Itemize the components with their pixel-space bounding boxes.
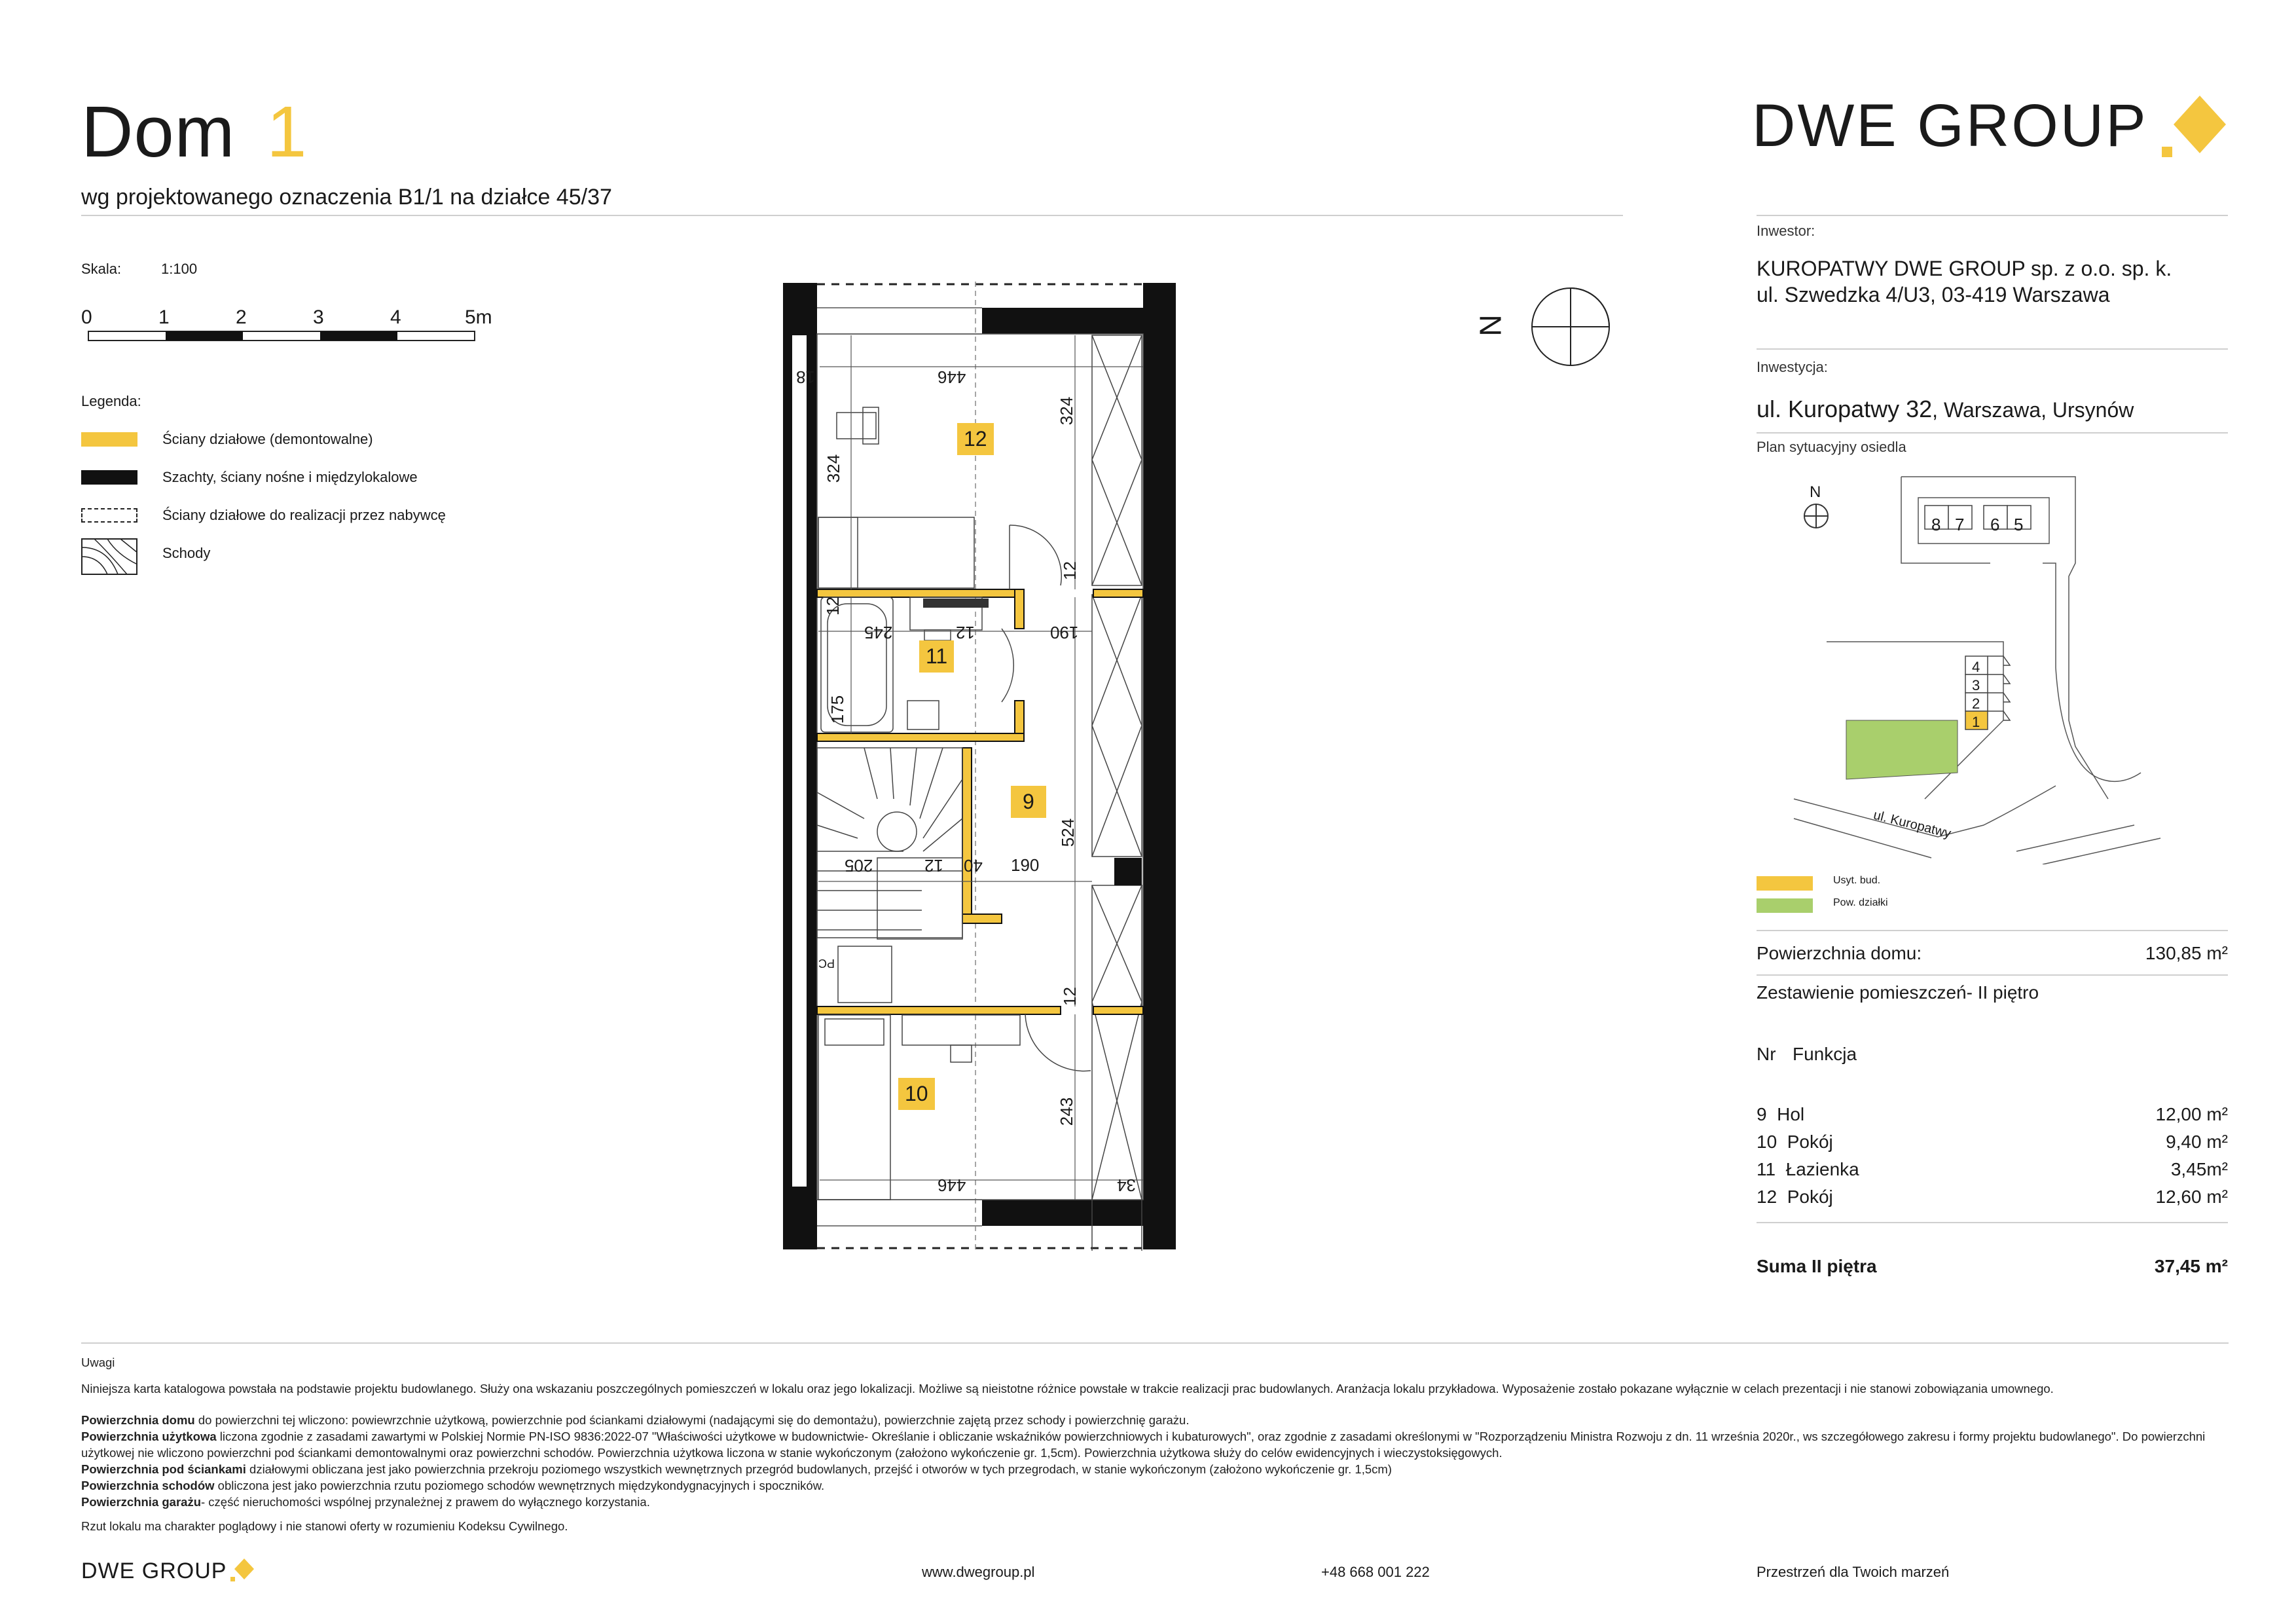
dimension-label: 175 bbox=[828, 695, 848, 724]
scale-tick: 0 bbox=[81, 306, 92, 328]
note-text: - część nieruchomości wspólnej przynależnej z prawem do wyłącznego korzystania. bbox=[201, 1495, 650, 1509]
dimension-label: 12 bbox=[822, 597, 843, 616]
stairs-icon bbox=[81, 538, 137, 575]
area-label: Powierzchnia domu: bbox=[1757, 943, 1922, 963]
room-area: 12,60 m² bbox=[2155, 1187, 2228, 1207]
col-function: Funkcja bbox=[1793, 1044, 1857, 1064]
note-paragraph bbox=[81, 1412, 2215, 1428]
area-value: 130,85 m² bbox=[2145, 943, 2228, 963]
legend-label: Ściany działowe do realizacji przez nabywcę bbox=[162, 507, 446, 523]
title-text: Dom bbox=[81, 92, 236, 172]
note-paragraph bbox=[81, 1461, 2215, 1477]
legend-label: Ściany działowe (demontowalne) bbox=[162, 431, 373, 447]
dimension-label: 190 bbox=[1011, 855, 1040, 875]
dimension-label: 524 bbox=[1058, 818, 1078, 847]
legend-swatch-dashed bbox=[81, 508, 137, 523]
dimension-label: 190 bbox=[1050, 623, 1079, 642]
right-divider bbox=[1757, 215, 2228, 216]
room-nr: 9 bbox=[1757, 1104, 1767, 1124]
room-label-10: 10 bbox=[898, 1078, 935, 1110]
scale-tick: 5m bbox=[465, 306, 492, 328]
right-divider bbox=[1757, 974, 2228, 976]
site-plan-label: Plan sytuacyjny osiedla bbox=[1757, 439, 1906, 455]
room-row bbox=[1757, 1132, 1833, 1153]
pc-label: PC bbox=[818, 957, 835, 970]
note-text: działowymi obliczana jest jako powierzchnia przekroju poziomego wszystkich wewnętrznych przegród budowlanych, przejść i otworów w tych przegrodach, w stanie wykończonym (założono wykończenie gr. 1,5cm) bbox=[246, 1462, 1392, 1476]
footer-slogan: Przestrzeń dla Twoich marzeń bbox=[1757, 1564, 1950, 1580]
site-house-label: 3 bbox=[1972, 677, 1980, 693]
scale-tick: 4 bbox=[390, 306, 401, 328]
note-term: Powierzchnia schodów bbox=[81, 1479, 215, 1492]
right-divider bbox=[1757, 1222, 2228, 1223]
scale-value: 1:100 bbox=[161, 261, 198, 277]
legend-swatch-yellow bbox=[81, 432, 137, 447]
scale-label: Skala: bbox=[81, 261, 122, 277]
room-row bbox=[1757, 1104, 1804, 1125]
dimension-label: 446 bbox=[938, 367, 966, 387]
legend-title: Legenda: bbox=[81, 393, 141, 409]
dimension-label: 40 bbox=[964, 856, 983, 876]
right-divider bbox=[1757, 432, 2228, 434]
dimension-label: 446 bbox=[938, 1175, 966, 1195]
site-house-label: 6 bbox=[1990, 515, 2000, 534]
dimension-label: 12 bbox=[924, 856, 943, 876]
right-divider bbox=[1757, 930, 2228, 931]
dimension-label: 205 bbox=[845, 856, 873, 876]
site-legend-swatch-building bbox=[1757, 876, 1813, 891]
scale-tick: 2 bbox=[236, 306, 247, 328]
site-house-label: 1 bbox=[1972, 714, 1980, 730]
room-name: Hol bbox=[1777, 1104, 1805, 1124]
legend-swatch-black bbox=[81, 470, 137, 485]
dimension-label: 12 bbox=[1059, 561, 1080, 580]
room-label-11: 11 bbox=[919, 640, 954, 673]
rooms-title: Zestawienie pomieszczeń- II piętro bbox=[1757, 982, 2039, 1003]
room-label-9: 9 bbox=[1011, 786, 1046, 818]
investment-address bbox=[1757, 396, 2134, 423]
scale-bar bbox=[88, 330, 478, 343]
dimension-label: 12 bbox=[956, 623, 975, 642]
footer-website[interactable]: www.dwegroup.pl bbox=[922, 1564, 1035, 1580]
scale-tick: 1 bbox=[158, 306, 170, 328]
site-legend-plot: Pow. działki bbox=[1833, 897, 1888, 908]
house-number: 1 bbox=[266, 92, 308, 172]
room-label-12: 12 bbox=[957, 423, 994, 455]
dimension-label: 34 bbox=[1117, 1175, 1136, 1195]
room-name: Łazienka bbox=[1785, 1159, 1859, 1179]
room-area: 12,00 m² bbox=[2155, 1104, 2228, 1124]
note-text: obliczona jest jako powierzchnia rzutu poziomego schodów wewnętrznych międzykondygnacyjnych i spoczników. bbox=[214, 1479, 825, 1492]
site-north-label: N bbox=[1810, 483, 1821, 501]
room-name: Pokój bbox=[1787, 1187, 1833, 1207]
note-paragraph bbox=[81, 1477, 2215, 1494]
site-house-label: 4 bbox=[1972, 659, 1980, 675]
page-title bbox=[81, 90, 307, 174]
compass-label: N bbox=[1473, 314, 1508, 337]
room-row bbox=[1757, 1159, 1859, 1180]
brand-diamond-icon bbox=[2158, 92, 2230, 164]
site-legend-building: Usyt. bud. bbox=[1833, 875, 1881, 886]
page-subtitle: wg projektowanego oznaczenia B1/1 na działce 45/37 bbox=[81, 185, 612, 210]
header-divider bbox=[81, 215, 1623, 216]
note-paragraph bbox=[81, 1494, 2215, 1510]
investment-street: ul. Kuropatwy 32 bbox=[1757, 396, 1933, 422]
dimension-label: 245 bbox=[864, 623, 893, 642]
footer-brand: DWE GROUP bbox=[81, 1559, 227, 1583]
site-house-label: 5 bbox=[2014, 515, 2024, 534]
room-nr: 10 bbox=[1757, 1132, 1777, 1152]
note-term: Powierzchnia garażu bbox=[81, 1495, 201, 1509]
room-name: Pokój bbox=[1787, 1132, 1833, 1152]
notes-disclaimer: Rzut lokalu ma charakter poglądowy i nie stanowi oferty w rozumieniu Kodeksu Cywilnego. bbox=[81, 1519, 568, 1533]
notes-title: Uwagi bbox=[81, 1356, 115, 1369]
investor-address: ul. Szwedzka 4/U3, 03-419 Warszawa bbox=[1757, 283, 2110, 306]
room-nr: 12 bbox=[1757, 1187, 1777, 1207]
sum-value: 37,45 m² bbox=[2154, 1256, 2228, 1276]
note-text: do powierzchni tej wliczono: powiewrzchnie użytkową, powierzchnie pod ściankami działowymi (nadającymi się do demontażu), powierzchnie zajętą przez schody i powierzchnię garażu. bbox=[194, 1413, 1190, 1427]
sum-label: Suma II piętra bbox=[1757, 1256, 1877, 1276]
note-paragraph bbox=[81, 1428, 2215, 1461]
room-row bbox=[1757, 1187, 1833, 1208]
note-term: Powierzchnia użytkowa bbox=[81, 1430, 217, 1443]
site-house-label: 2 bbox=[1972, 695, 1980, 712]
investor-name: KUROPATWY DWE GROUP sp. z o.o. sp. k. bbox=[1757, 257, 2172, 280]
room-area: 9,40 m² bbox=[2166, 1132, 2228, 1152]
col-nr: Nr bbox=[1757, 1044, 1776, 1064]
dimension-label: 324 bbox=[824, 454, 844, 483]
site-legend-swatch-plot bbox=[1757, 898, 1813, 913]
site-house-label: 7 bbox=[1955, 515, 1965, 534]
room-nr: 11 bbox=[1757, 1159, 1776, 1179]
investor-label: Inwestor: bbox=[1757, 223, 1815, 239]
note-text: liczona zgodnie z zasadami zawartymi w Polskiej Normie PN-ISO 9836:2022-07 "Właściwości użytkowe w budownictwie- Określanie i obliczanie wskaźników powierzchniowych i kubaturowych", oraz zgodnie z zasadami określonymi w "Rozporządzeniu Ministra Rozwoju z dn. 11 września 2020r., ws szczegółowego zakresu i formy projektu budowlanego". Do powierzchni użytkowej nie wliczono powierzchni pod ściankami demontowalnymi oraz powierzchni schodów. Powierzchnia użytkowa liczona w stanie wykończonym (założono wykończenie gr. 1,5cm). Powierzchnia użytkowa służy do celów ewidencyjnych i wieczystoksięgowych. bbox=[81, 1430, 2206, 1460]
note-term: Powierzchnia domu bbox=[81, 1413, 195, 1427]
right-divider bbox=[1757, 348, 2228, 350]
site-house-label: 8 bbox=[1931, 515, 1941, 534]
investment-label: Inwestycja: bbox=[1757, 359, 1828, 375]
brand-logo-text: DWE GROUP bbox=[1752, 92, 2148, 159]
dimension-label: 243 bbox=[1057, 1097, 1077, 1126]
legend-label: Szachty, ściany nośne i międzylokalowe bbox=[162, 469, 418, 485]
dimension-label: 18 bbox=[796, 367, 815, 387]
compass-icon bbox=[1528, 284, 1613, 369]
room-area: 3,45m² bbox=[2170, 1159, 2228, 1179]
footer-phone[interactable]: +48 668 001 222 bbox=[1321, 1564, 1430, 1580]
notes-divider bbox=[81, 1342, 2229, 1344]
notes-definitions bbox=[81, 1412, 2215, 1510]
site-street-label: ul. Kuropatwy bbox=[1872, 807, 1953, 841]
dimension-label: 324 bbox=[1057, 396, 1077, 426]
note-term: Powierzchnia pod ściankami bbox=[81, 1462, 246, 1476]
scale-tick: 3 bbox=[313, 306, 324, 328]
investment-city: , Warszawa, Ursynów bbox=[1932, 398, 2134, 422]
legend-label: Schody bbox=[162, 545, 211, 561]
dimension-label: 12 bbox=[1059, 987, 1080, 1006]
footer-diamond-icon bbox=[229, 1557, 255, 1583]
notes-intro: Niniejsza karta katalogowa powstała na podstawie projektu budowlanego. Służy ona wskazaniu poszczególnych pomieszczeń w lokalu oraz jego lokalizacji. Możliwe są nieistotne różnice powstałe w trakcie realizacji prac budowlanych. Aranżacja lokalu przykładowa. Wyposażenie zostało pokazane wyłącznie w celach prezentacji i nie stanowi zobowiązania umownego. bbox=[81, 1382, 2054, 1395]
